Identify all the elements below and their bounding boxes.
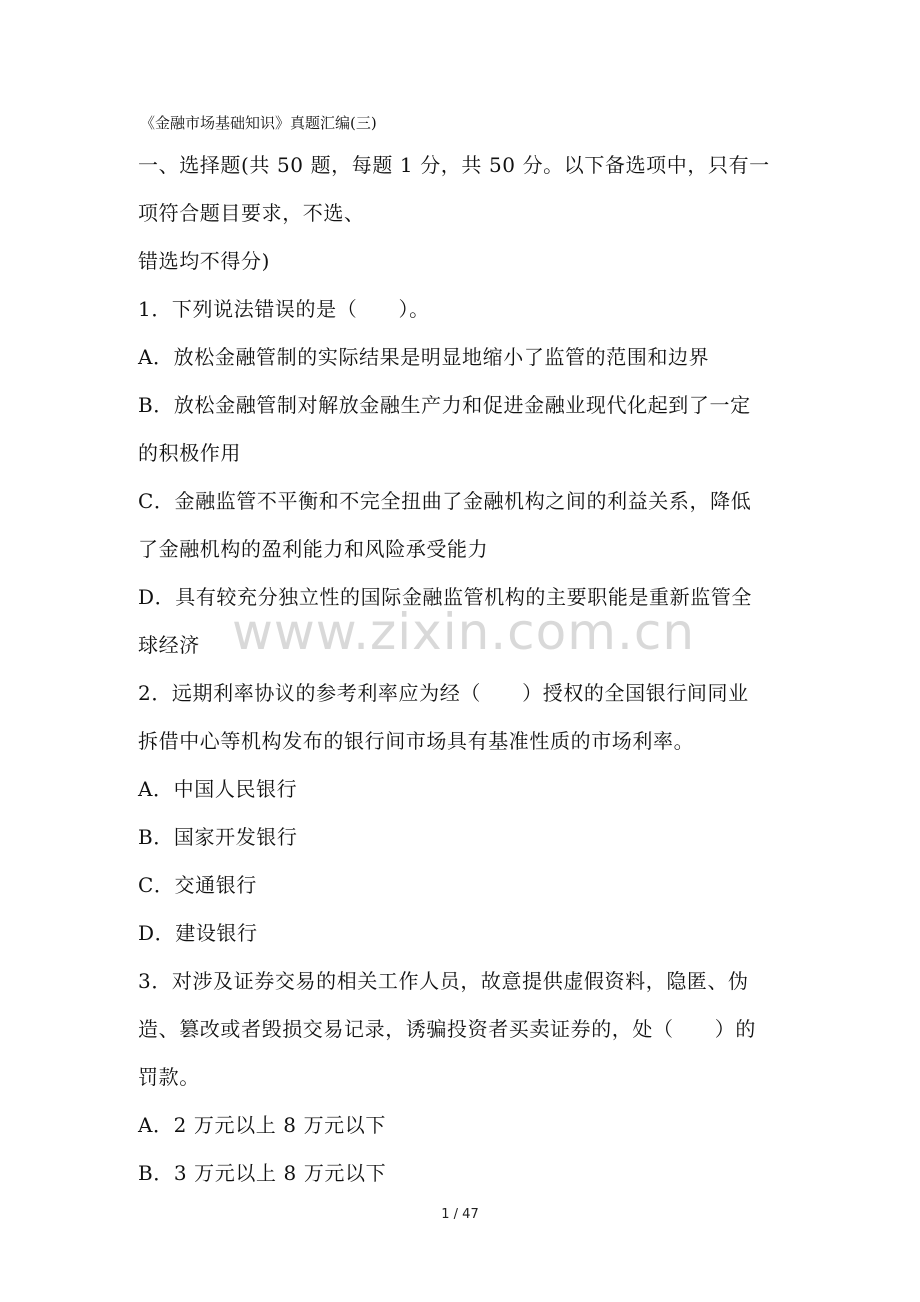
question-1-option-b: B．放松金融管制对解放金融生产力和促进金融业现代化起到了一定 <box>138 393 751 417</box>
question-1-stem: 1．下列说法错误的是（ ）。 <box>138 297 430 321</box>
question-1-option-d: D．具有较充分独立性的国际金融监管机构的主要职能是重新监管全 <box>138 585 753 609</box>
question-2-stem-cont: 拆借中心等机构发布的银行间市场具有基准性质的市场利率。 <box>138 729 695 753</box>
watermark: www.zixin.com.cn <box>232 603 696 661</box>
question-1-option-b-cont: 的积极作用 <box>138 441 241 465</box>
question-1-option-c: C．金融监管不平衡和不完全扭曲了金融机构之间的利益关系，降低 <box>138 489 752 513</box>
question-1-option-d-cont: 球经济 <box>138 633 200 657</box>
question-3-option-b: B．3 万元以上 8 万元以下 <box>138 1161 387 1185</box>
section-heading-line-3: 错选均不得分) <box>138 249 271 273</box>
question-3-stem-cont-2: 罚款。 <box>138 1065 200 1089</box>
question-3-stem: 3．对涉及证券交易的相关工作人员，故意提供虚假资料，隐匿、伪 <box>138 969 749 993</box>
question-1-option-a: A．放松金融管制的实际结果是明显地缩小了监管的范围和边界 <box>138 345 710 369</box>
page-number: 1 / 47 <box>441 1207 479 1222</box>
question-2-option-b: B．国家开发银行 <box>138 825 298 849</box>
question-2-stem: 2．远期利率协议的参考利率应为经（ ）授权的全国银行间同业 <box>138 681 749 705</box>
question-3-option-a: A．2 万元以上 8 万元以下 <box>138 1113 386 1137</box>
question-2-option-a: A．中国人民银行 <box>138 777 298 801</box>
section-heading-line-2: 项符合题目要求，不选、 <box>138 201 365 225</box>
document-title: 《金融市场基础知识》真题汇编(三) <box>140 114 377 132</box>
question-2-option-d: D．建设银行 <box>138 921 258 945</box>
question-1-option-c-cont: 了金融机构的盈利能力和风险承受能力 <box>138 537 489 561</box>
section-heading-line-1: 一、选择题(共 50 题，每题 1 分，共 50 分。以下备选项中，只有一 <box>138 153 770 177</box>
question-3-stem-cont-1: 造、篡改或者毁损交易记录，诱骗投资者买卖证券的，处（ ）的 <box>138 1017 756 1041</box>
question-2-option-c: C．交通银行 <box>138 873 257 897</box>
